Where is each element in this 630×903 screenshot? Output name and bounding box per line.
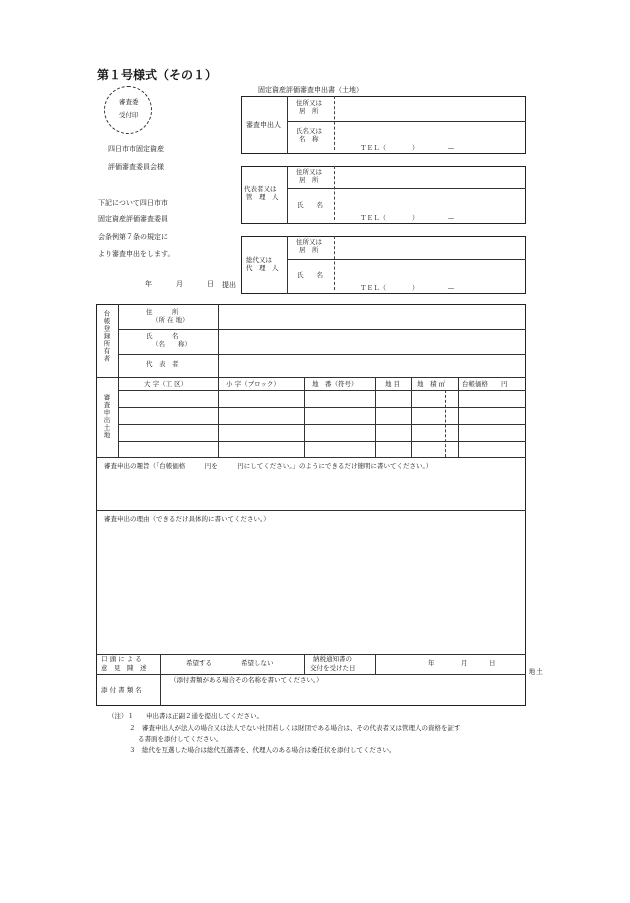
attach-label: 添 付 書 類 名	[101, 686, 142, 694]
applicant-label: 審査申出人	[246, 121, 281, 129]
representative-addr-label-1: 住所又は	[296, 168, 322, 176]
form-title: 第１号様式（その１）	[97, 68, 218, 82]
land-header-chiseki: 地 積 ㎡	[417, 380, 446, 388]
note-1: 申出書は正副２通を提出してください。	[146, 712, 263, 720]
land-header-chiban: 地 番（符号）	[312, 380, 358, 388]
oral-label-2: 意 見 陳 述	[101, 664, 147, 672]
owner-rep-label: 代 表 者	[146, 360, 179, 368]
agent-label-2: 代 理 人	[246, 264, 279, 272]
intro-line-2: 固定資産評価審査委員	[98, 215, 168, 223]
side-label-land: 土地	[527, 668, 543, 689]
representative-tel: ＴＥＬ（ ） —	[360, 214, 455, 222]
date-month: 月	[176, 280, 183, 288]
notice-year: 年	[428, 659, 435, 667]
owner-addr-sub-label: （所 在 地）	[152, 316, 189, 324]
representative-name-label: 氏 名	[297, 201, 323, 209]
applicant-name-label-1: 氏名又は	[296, 127, 322, 135]
reception-stamp-circle	[104, 86, 152, 134]
date-day: 日	[207, 280, 214, 288]
purpose-label: 審査申出の趣旨（「台帳価格 円を 円にしてください。」のようにできるだけ簡明に書いてください。）	[104, 462, 433, 470]
applicant-addr-label-1: 住所又は	[296, 99, 322, 107]
document-title: 固定資産評価審査申出書（土地）	[258, 86, 363, 94]
applicant-tel: ＴＥＬ（ ） —	[360, 144, 455, 152]
notice-label-2: 交付を受けた日	[310, 664, 356, 672]
oral-want-option: 希望する	[186, 659, 212, 667]
date-year: 年	[145, 280, 152, 288]
attach-hint: （添付書類がある場合その名称を書いてください。）	[170, 676, 323, 684]
land-header-price: 台帳価格 円	[462, 380, 508, 388]
land-label: 審査申出土地	[102, 394, 111, 439]
agent-label-1: 総代又は	[246, 256, 272, 264]
notice-day: 日	[489, 659, 496, 667]
addressee-line-1: 四日市市固定資産	[108, 145, 164, 153]
oral-label-1: 口 頭 に よ る	[101, 655, 142, 663]
notice-month: 月	[461, 659, 468, 667]
agent-addr-label-2: 居 所	[299, 246, 319, 254]
owner-name-label: 氏 名	[146, 332, 179, 340]
stamp-text-2: 受付印	[119, 111, 139, 119]
applicant-name-label-2: 名 称	[299, 135, 319, 143]
owner-name-sub-label: （名 称）	[152, 340, 191, 348]
note-2a: ２ 審査申出人が法人の場合又は法人でない社団若しくは財団である場合は、その代表者又は管理人の資格を証す	[129, 724, 461, 732]
note-3: ３ 総代を互選した場合は総代互選書を、代理人のある場合は委任状を添付してください。	[129, 746, 396, 754]
notice-label-1: 納税通知書の	[313, 655, 352, 663]
representative-label-1: 代表者又は	[244, 185, 277, 193]
representative-label-2: 管 理 人	[246, 193, 279, 201]
intro-line-1: 下記について四日市市	[98, 199, 168, 207]
agent-addr-label-1: 住所又は	[296, 238, 322, 246]
owner-label: 台帳登録所有者	[102, 310, 111, 363]
applicant-addr-label-2: 居 所	[299, 107, 319, 115]
date-submit: 提出	[222, 281, 236, 289]
note-2b: る書面を添付してください。	[138, 735, 223, 743]
representative-addr-label-2: 居 所	[299, 176, 319, 184]
intro-line-4: より審査申出をします。	[98, 250, 175, 258]
agent-name-label: 氏 名	[297, 271, 323, 279]
land-header-koaza: 小 字（ブロック）	[226, 380, 280, 388]
intro-line-3: 会条例第７条の規定に	[98, 233, 168, 241]
stamp-text-1: 審査委	[119, 98, 139, 106]
notes-head: （注）１	[108, 712, 134, 720]
reason-label: 審査申出の理由（できるだけ具体的に書いてください。）	[104, 515, 270, 523]
agent-tel: ＴＥＬ（ ） —	[360, 284, 455, 292]
addressee-line-2: 評価審査委員会様	[108, 163, 164, 171]
owner-addr-label: 住 所	[146, 308, 179, 316]
land-header-oaza: 大 字（工 区）	[144, 380, 188, 388]
oral-not-want-option: 希望しない	[241, 659, 274, 667]
land-header-chimoku: 地 目	[385, 380, 401, 388]
